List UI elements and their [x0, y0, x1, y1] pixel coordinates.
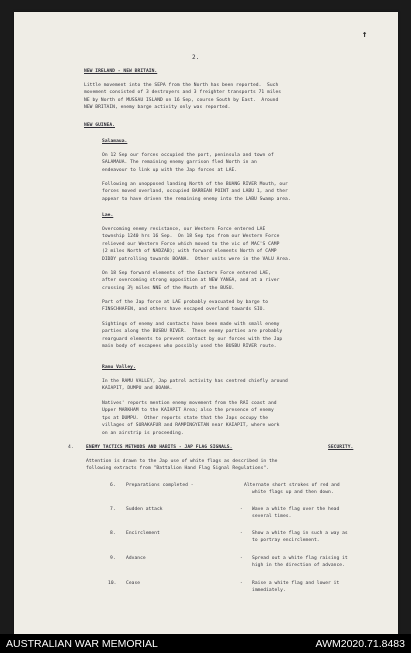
signal-description: Wave a white flag over the head	[252, 507, 340, 512]
signal-dash: -	[240, 507, 243, 512]
section-number: 4.	[68, 445, 74, 450]
signal-label: Sudden attack	[126, 507, 163, 512]
paragraph-line: following extracts from "Battalion Hand Flag Signal Regulations".	[86, 466, 270, 472]
paragraph-line: DIDDY patrolling towards BOANA. Other units were in the VALU Area.	[102, 256, 291, 262]
signal-description: high in the direction of advance.	[252, 563, 345, 569]
paragraph-line: Little movement into the SEPA from the North has been reported. Such	[84, 83, 279, 88]
paragraph-line: Sightings of enemy and contacts have been made with small enemy	[102, 322, 280, 327]
signal-label: Encirclement	[126, 531, 160, 536]
signal-description: white flags up and then down.	[252, 490, 334, 496]
signal-dash: -	[240, 556, 243, 561]
paragraph-line: KAIAPIT, DUMPU and BOANA.	[102, 386, 173, 392]
paragraph-line: forces moved overland, occupied BARREAN POINT and LABU 1, and ther	[102, 189, 288, 195]
paragraph-line: rearguard elements to prevent contact by our forces with the Jap	[102, 336, 283, 342]
section-heading-new-ireland: NEW IRELAND - NEW BRITAIN.	[84, 69, 158, 74]
signal-description: Spread out a white flag raising it	[252, 556, 348, 561]
paragraph-line: appear to have driven the remaining enemy into the LABU Swamp area.	[102, 196, 291, 202]
paragraph-line: township 1240 hrs 16 Sep. On 18 Sep tps from our Western Force	[102, 234, 280, 240]
subheading-ramu-valley: Ramu Valley.	[102, 365, 136, 370]
paragraph-line: parties along the BUSBU RIVER. These enemy parties are probably	[102, 329, 283, 335]
signal-description: to portray encirclement.	[252, 538, 320, 544]
page-number: 2.	[192, 54, 200, 61]
signal-label: Preparations completed -	[126, 483, 194, 488]
paragraph-line: after overcoming strong opposition at NEW YANGA, and at a river	[102, 278, 280, 284]
paragraph-line: Upper MARKHAM to the KAIAPIT Area; also the presence of enemy	[102, 408, 274, 414]
signal-number: 9.	[110, 556, 116, 561]
paragraph-line: FINSCHHAFEN, and others have escaped overland towards SIO.	[102, 307, 266, 313]
signal-description: Alternate short strokes of red and	[244, 483, 340, 488]
signal-number: 8.	[110, 531, 116, 536]
paragraph-line: main body of escapees who possibly used the BUSBU RIVER route.	[102, 344, 277, 350]
signal-number: 7.	[110, 507, 116, 512]
paragraph-line: SALAMAUA. The remaining enemy garrison fled North in an	[102, 160, 257, 166]
footer-accession-id: AWM2020.71.8483	[315, 638, 405, 650]
section-heading-new-guinea: NEW GUINEA.	[84, 123, 115, 128]
signal-dash: -	[240, 581, 243, 586]
paragraph-line: Attention is drawn to the Jap use of white flags as described in the	[86, 459, 278, 464]
footer-bar	[0, 634, 411, 653]
signal-description: several times.	[252, 514, 292, 520]
paragraph-line: villages of SURAKAFUR and RAMPINGYETAN near KAIAPIT, where work	[102, 423, 280, 429]
section-heading-enemy-tactics: ENEMY TACTICS METHODS AND HABITS - JAP FLAG SIGNALS.	[86, 445, 233, 450]
paragraph-line: NE by North of MUSSAU ISLAND on 16 Sep, course South by East. Around	[84, 97, 279, 103]
paragraph-line: crossing 3½ miles NNE of the Mouth of the BUSU.	[102, 285, 235, 291]
paragraph-line: Part of the Jap force at LAE probably evacuated by barge to	[102, 300, 269, 305]
paragraph-line: On 18 Sep forward elements of the Eastern Force entered LAE,	[102, 271, 271, 276]
paragraph-line: NEW BRITAIN, enemy barge activity only was reported.	[84, 105, 231, 111]
subheading-lae: Lae.	[102, 213, 114, 218]
signal-label: Advance	[126, 556, 146, 561]
paragraph-line: tps at DUMPU. Other reports state that the Japs occupy the	[102, 415, 269, 421]
signal-description: Raise a white flag and lower it	[252, 581, 340, 586]
paragraph-line: In the RAMU VALLEY, Jap patrol activity has centred chiefly around	[102, 379, 288, 384]
paragraph-line: On 12 Sep our forces occupied the port, peninsula and town of	[102, 153, 274, 158]
signal-label: Cease	[126, 581, 141, 586]
paragraph-line: Overcoming enemy resistance, our Western Force entered LAE	[102, 227, 266, 232]
signal-description: immediately.	[252, 588, 286, 594]
signal-description: Show a white flag in such a way as	[252, 531, 348, 536]
document-page	[14, 12, 398, 634]
paragraph-line: movement consisted of 3 destroyers and 3 freighter transports 71 miles	[84, 90, 282, 96]
subheading-salamaua: Salamaua.	[102, 139, 128, 144]
signal-number: 6.	[110, 483, 116, 488]
paragraph-line: endeavour to link up with the Jap forces at LAE.	[102, 167, 238, 173]
paragraph-line: Natives' reports mention enemy movement from the RAI coast and	[102, 401, 277, 406]
footer-source: AUSTRALIAN WAR MEMORIAL	[6, 638, 158, 650]
paragraph-line: on an airstrip is proceeding.	[102, 430, 184, 436]
paragraph-line: relieved our Western Force which moved to the vic of MAC'S CAMP	[102, 241, 280, 247]
corner-mark: ↑	[362, 30, 368, 40]
paragraph-line: Following an unopposed landing North of the BUANG RIVER Mouth, our	[102, 182, 288, 187]
paragraph-line: (2 miles North of NADZAB); with forward elements North of CAMP	[102, 249, 277, 255]
signal-number: 10.	[108, 581, 117, 586]
signal-dash: -	[240, 531, 243, 536]
classification-label: SECURITY.	[328, 445, 354, 450]
